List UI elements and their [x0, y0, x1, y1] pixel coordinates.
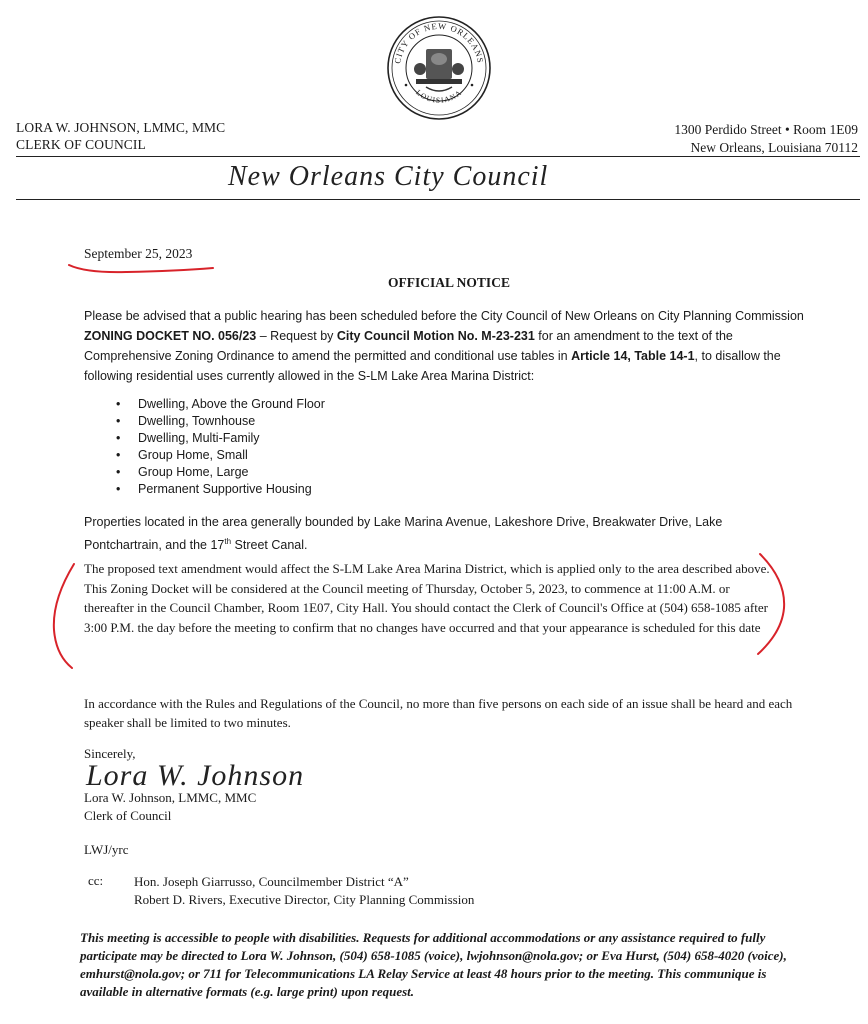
signer-block	[84, 789, 256, 825]
notice-title: OFFICIAL NOTICE	[388, 275, 510, 290]
svg-text:CITY OF NEW ORLEANS: CITY OF NEW ORLEANS	[392, 20, 486, 65]
clerk-name: LORA W. JOHNSON, LMMC, MMC	[16, 120, 226, 135]
council-name-script: New Orleans City Council	[228, 161, 549, 192]
list-item: • Dwelling, Above the Ground Floor	[116, 396, 325, 413]
disallowed-uses-list	[116, 396, 325, 498]
red-bracket-left-annotation	[48, 560, 78, 672]
svg-text:LOUISIANA: LOUISIANA	[414, 87, 464, 105]
signer-title: Clerk of Council	[84, 808, 172, 823]
para2-text-b: Street Canal.	[231, 538, 308, 553]
list-item: • Dwelling, Townhouse	[116, 413, 325, 430]
list-item: • Dwelling, Multi-Family	[116, 430, 325, 447]
list-item: • Permanent Supportive Housing	[116, 481, 325, 498]
meeting-details-paragraph: The proposed text amendment would affect the S-LM Lake Area Marina District, which is applied only to the area described above. This Zoning Docket will be considered at the Council meeting of Thursday, October 5, 2023, to commence at 11:00 A.M. or thereafter in the Council Chamber, Room 1E07, City Hall. You should contact the Clerk of Council's Office at (504) 658-1085 after 3:00 P.M. the day before the meeting to confirm that no changes have occurred and that your appearance is scheduled for this date	[84, 561, 770, 635]
clerk-title: CLERK OF COUNCIL	[16, 137, 146, 152]
rules-paragraph: In accordance with the Rules and Regulations of the Council, no more than five persons on each side of an issue shall be heard and each speaker shall be limited to two minutes.	[84, 696, 793, 730]
cc-recipient: Hon. Joseph Giarrusso, Councilmember District “A”	[134, 874, 409, 889]
para1-text-a: Please be advised that a public hearing has been scheduled before the City Council of New Orleans on City Planning Commission	[84, 309, 804, 323]
para1-text-d: , to disallow the following residential uses currently allowed in the S-LM Lake Area Marina District:	[84, 349, 781, 383]
signer-name: Lora W. Johnson, LMMC, MMC	[84, 790, 257, 805]
council-motion-number: City Council Motion No. M-23-231	[336, 329, 535, 343]
para1-text-b: – Request by	[256, 329, 337, 343]
handwritten-signature: Lora W. Johnson	[86, 759, 305, 792]
notice-date: September 25, 2023	[84, 246, 193, 261]
hearing-paragraph	[84, 306, 804, 386]
clerk-info	[16, 119, 225, 153]
accessibility-notice: This meeting is accessible to people with disabilities. Requests for additional accommodations or any assistance required to fully participate may be directed to Lora W. Johnson, (504) 658-1085 (voice), lwjohnson@nola.gov; or Eva Hurst, (504) 658-4020 (voice), emhurst@nola.gov; or 711 for Telecommunications LA Relay Service at least 48 hours prior to the meeting. This communique is available in alternative formats (e.g. large print) upon request.	[80, 930, 787, 999]
article-reference: Article 14, Table 14-1	[571, 349, 695, 363]
cc-list	[134, 873, 474, 909]
para2-text-a: Properties located in the area generally bounded by Lake Marina Avenue, Lakeshore Drive, Breakwater Drive, Lake Pontchartrain, and the 17	[84, 515, 723, 553]
zoning-docket-number: ZONING DOCKET NO. 056/23	[84, 329, 257, 343]
list-item: • Group Home, Large	[116, 464, 325, 481]
office-address	[674, 121, 858, 157]
list-item: • Group Home, Small	[116, 447, 325, 464]
cc-recipient: Robert D. Rivers, Executive Director, City Planning Commission	[134, 892, 475, 907]
address-line-1: 1300 Perdido Street • Room 1E09	[674, 122, 858, 137]
para2-superscript: th	[224, 537, 232, 546]
cc-label: cc:	[88, 873, 104, 888]
para1-text-c: for an amendment to the text of the Comprehensive Zoning Ordinance to amend the permitted and conditional use tables in	[84, 329, 733, 363]
properties-paragraph	[84, 512, 784, 555]
closing-salutation: Sincerely,	[84, 746, 136, 761]
header-rule-top	[16, 156, 860, 157]
address-line-2: New Orleans, Louisiana 70112	[690, 140, 858, 155]
header-rule-bottom	[16, 199, 860, 200]
city-seal-logo	[386, 15, 492, 121]
reference-initials: LWJ/yrc	[84, 842, 129, 857]
